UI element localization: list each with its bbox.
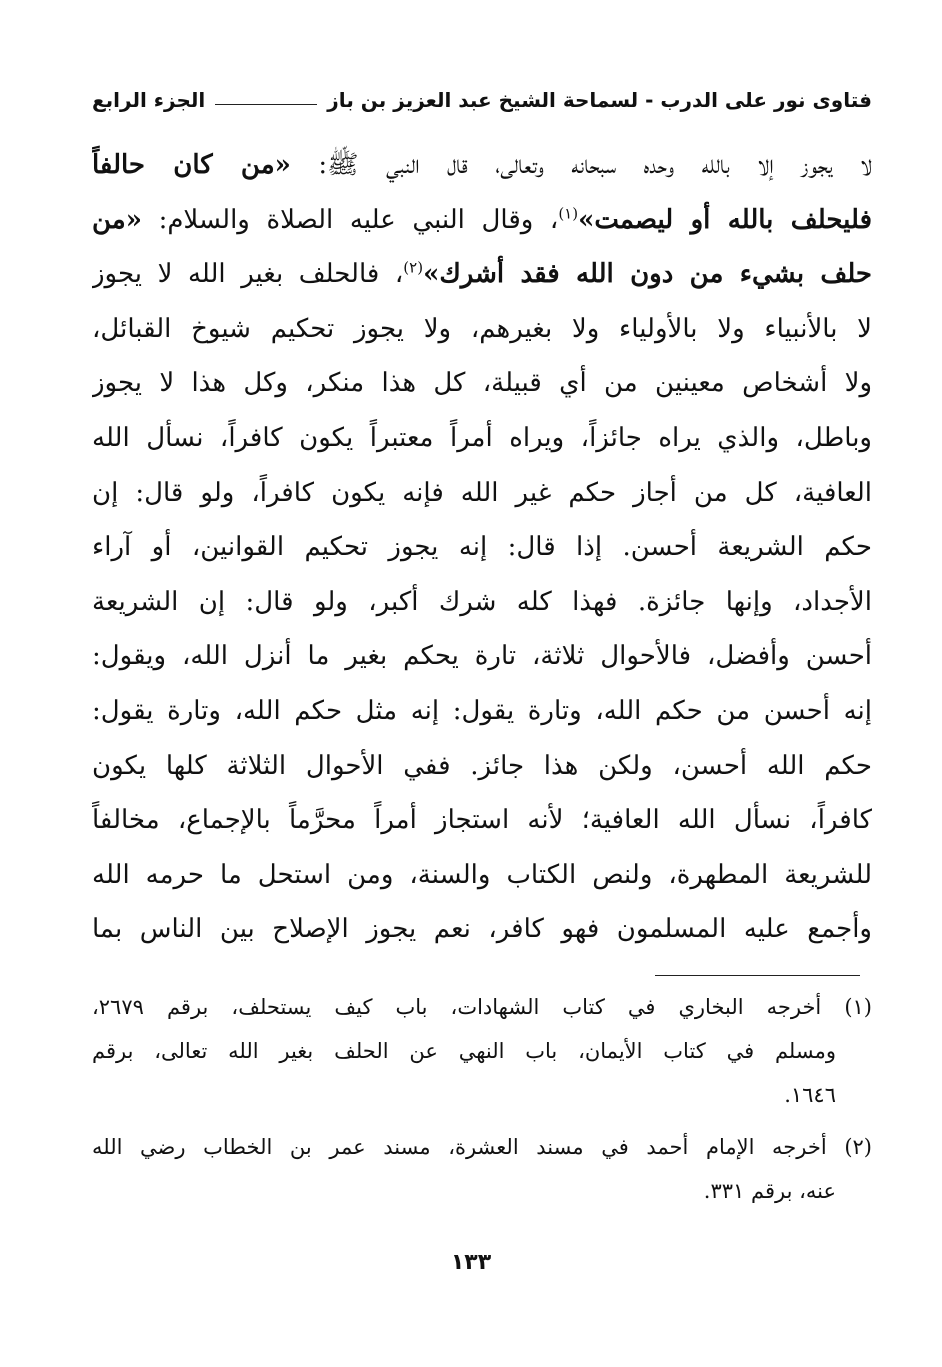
- page-number: ١٣٣: [450, 1250, 492, 1275]
- text-line: حكم الله أحسن، ولكن هذا جائز. ففي الأحوال الثلاثة كلها يكون: [92, 750, 872, 781]
- running-header: [92, 80, 872, 120]
- text-line: وباطل، والذي يراه جائزاً، ويراه أمراً معتبراً يكون كافراً، نسأل الله: [92, 422, 872, 453]
- text-line: ولا أشخاص معينين من أي قبيلة، كل هذا منكر، وكل هذا لا يجوز: [92, 368, 872, 399]
- footnote-marker-2: (٢): [844, 1135, 872, 1159]
- footnote-separator: [655, 975, 860, 976]
- footnote-1: (١) أخرجه البخاري في كتاب الشهادات، باب كيف يستحلف، برقم ٢٦٧٩،: [92, 995, 872, 1019]
- text-line: فليحلف بالله أو ليصمت»$^{(١)}$، وقال النبي عليه الصلاة والسلام: «من: [92, 203, 872, 235]
- text-line: لا بالأنبياء ولا بالأولياء ولا بغيرهم، ولا يجوز تحكيم شيوخ القبائل،: [92, 313, 872, 344]
- text-line: الأجداد، وإنها جائزة. فهذا كله شرك أكبر، ولو قال: إن الشريعة: [92, 586, 872, 617]
- text-line: لا يجوز إلا بالله وحده سبحانه وتعالى، قال النبي ﷺ: «من كان حالفاً: [92, 150, 872, 180]
- text-line: وأجمع عليه المسلمون فهو كافر، نعم يجوز الإصلاح بين الناس بما: [92, 914, 872, 945]
- footnote-ref-2: (٢): [403, 258, 424, 277]
- footnote-ref-1: (١): [558, 203, 579, 222]
- footnote-1-line: ١٦٤٦.: [784, 1083, 836, 1107]
- text-line: إنه أحسن من حكم الله، وتارة يقول: إنه مثل حكم الله، وتارة يقول:: [92, 695, 872, 726]
- footnote-1-line: ومسلم في كتاب الأيمان، باب النهي عن الحلف بغير الله تعالى، برقم: [92, 1039, 836, 1063]
- header-book-title: فتاوى نور على الدرب - لسماحة الشيخ عبد العزيز بن باز: [327, 88, 872, 112]
- main-text: [92, 138, 872, 957]
- text-line: للشريعة المطهرة، ولنص الكتاب والسنة، ومن استحل ما حرمه الله: [92, 859, 872, 890]
- footnote-marker-1: (١): [844, 995, 872, 1019]
- header-rule: [215, 104, 317, 105]
- text-line: حكم الشريعة أحسن. إذا قال: إنه يجوز تحكيم القوانين، أو آراء: [92, 532, 872, 563]
- text-line: حلف بشيء من دون الله فقد أشرك»$^{(٢)}$، فالحلف بغير الله لا يجوز: [92, 258, 872, 290]
- text-line: أحسن وأفضل، فالأحوال ثلاثة، تارة يحكم بغير ما أنزل الله، ويقول:: [92, 641, 872, 672]
- header-part-label: الجزء الرابع: [92, 88, 206, 112]
- footnote-2-line: عنه، برقم ٣٣١.: [703, 1179, 836, 1203]
- footnotes: [92, 985, 872, 1213]
- footnote-2: (٢) أخرجه الإمام أحمد في مسند العشرة، مسند عمر بن الخطاب رضي الله: [92, 1135, 872, 1159]
- text-line: كافراً، نسأل الله العافية؛ لأنه استجاز أمراً محرَّماً بالإجماع، مخالفاً: [92, 805, 872, 836]
- text-line: العافية، كل من أجاز حكم غير الله فإنه يكون كافراً، ولو قال: إن: [92, 477, 872, 508]
